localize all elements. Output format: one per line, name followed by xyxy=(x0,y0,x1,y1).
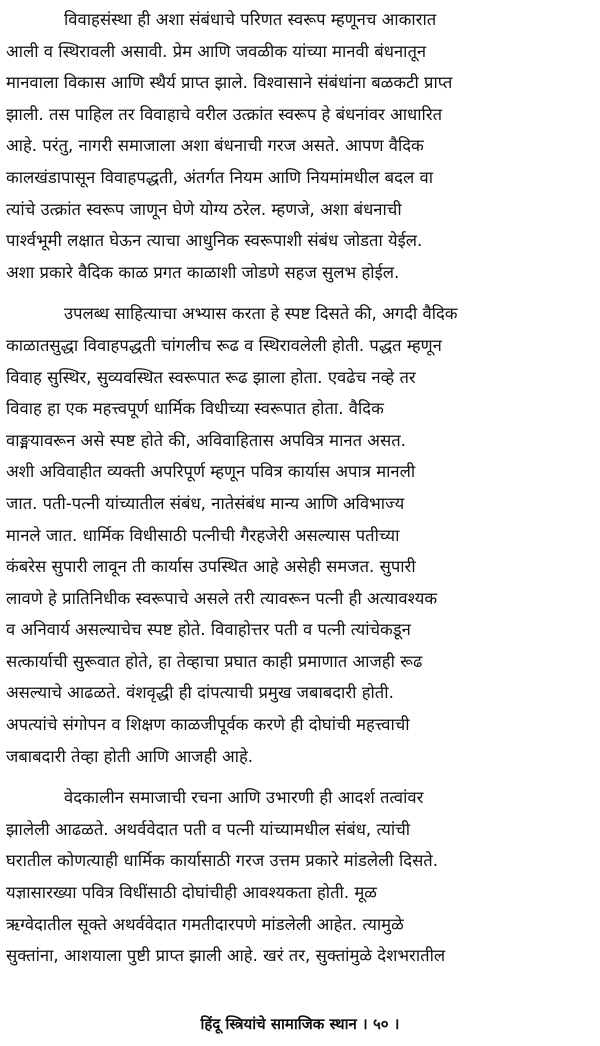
text-line: उपलब्ध साहित्याचा अभ्यास करता हे स्पष्ट दिसते की, अगदी वैदिक xyxy=(64,304,458,324)
text-line: विवाह सुस्थिर, सुव्यवस्थित स्वरूपात रूढ झाला होता. एवढेच नव्हे तर xyxy=(6,367,416,387)
text-line: सत्कार्याची सुरूवात होते, हा तेव्हाचा प्रघात काही प्रमाणात आजही रूढ xyxy=(6,651,423,671)
text-line: यज्ञासारख्या पवित्र विधींसाठी दोघांचीही आवश्यकता होती. मूळ xyxy=(6,883,377,903)
text-line: सुक्तांना, आशयाला पुष्टी प्राप्त झाली आहे. खरं तर, सुक्तांमुळे देशभरातील xyxy=(6,946,446,966)
text-line: घरातील कोणत्याही धार्मिक कार्यासाठी गरज उत्तम प्रकारे मांडलेली दिसते. xyxy=(6,851,439,871)
text-line: विवाहसंस्था ही अशा संबंधाचे परिणत स्वरूप म्हणूनच आकारात xyxy=(64,10,437,29)
page-body xyxy=(6,4,594,972)
text-line: झाली. तस पाहिल तर विवाहाचे वरील उत्क्रांत स्वरूप हे बंधनांवर आधारित xyxy=(6,104,443,124)
text-line: जात. पती-पत्नी यांच्यातील संबंध, नातेसंबंध मान्य आणि अविभाज्य xyxy=(6,493,405,513)
text-line: वाङ्मयावरून असे स्पष्ट होते की, अविवाहितास अपवित्र मानत असत. xyxy=(6,430,406,450)
text-line: मानले जात. धार्मिक विधीसाठी पत्नीची गैरहजेरी असल्यास पतीच्या xyxy=(6,525,400,545)
paragraph-1 xyxy=(6,4,594,288)
text-line: अपत्यांचे संगोपन व शिक्षण काळजीपूर्वक करणे ही दोघांची महत्त्वाची xyxy=(6,715,410,735)
paragraph-3 xyxy=(6,782,594,972)
text-line: मानवाला विकास आणि स्थैर्य प्राप्त झाले. विश्वासाने संबंधांना बळकटी प्राप्त xyxy=(6,73,453,93)
text-line: काळातसुद्धा विवाहपद्धती चांगलीच रूढ व स्थिरावलेली होती. पद्धत म्हणून xyxy=(6,335,442,355)
paragraph-2 xyxy=(6,298,594,772)
text-line: पार्श्वभूमी लक्षात घेऊन त्याचा आधुनिक स्वरूपाशी संबंध जोडता येईल. xyxy=(6,231,423,251)
text-line: असल्याचे आढळते. वंशवृद्धी ही दांपत्याची प्रमुख जबाबदारी होती. xyxy=(6,683,394,703)
text-line: विवाह हा एक महत्त्वपूर्ण धार्मिक विधीच्या स्वरूपात होता. वैदिक xyxy=(6,399,384,419)
page-footer: हिंदू स्त्रियांचे सामाजिक स्थान । ५० । xyxy=(200,1015,400,1033)
text-line: जबाबदारी तेव्हा होती आणि आजही आहे. xyxy=(6,746,254,766)
text-line: कालखंडापासून विवाहपद्धती, अंतर्गत नियम आणि नियमांमधील बदल वा xyxy=(6,167,434,187)
text-line: आली व स्थिरावली असावी. प्रेम आणि जवळीक यांच्या मानवी बंधनातून xyxy=(6,41,427,61)
text-line: त्यांचे उत्क्रांत स्वरूप जाणून घेणे योग्य ठरेल. म्हणजे, अशा बंधनाची xyxy=(6,199,402,219)
text-line: कंबरेस सुपारी लावून ती कार्यास उपस्थित आहे असेही समजत. सुपारी xyxy=(6,557,416,577)
text-line: व अनिवार्य असल्याचेच स्पष्ट होते. विवाहोत्तर पती व पत्नी त्यांचेकडून xyxy=(6,620,411,640)
text-line: ऋग्वेदातील सूक्ते अथर्ववेदात गमतीदारपणे मांडलेली आहेत. त्यामुळे xyxy=(6,914,404,934)
text-line: झालेली आढळते. अथर्ववेदात पती व पत्नी यांच्यामधील संबंध, त्यांची xyxy=(6,819,411,839)
text-line: लावणे हे प्रातिनिधीक स्वरूपाचे असले तरी त्यावरून पत्नी ही अत्यावश्यक xyxy=(6,588,438,608)
text-line: वेदकालीन समाजाची रचना आणि उभारणी ही आदर्श तत्वांवर xyxy=(64,788,424,808)
text-line: अशी अविवाहीत व्यक्ती अपरिपूर्ण म्हणून पवित्र कार्यास अपात्र मानली xyxy=(6,462,416,482)
text-line: अशा प्रकारे वैदिक काळ प्रगत काळाशी जोडणे सहज सुलभ होईल. xyxy=(6,262,400,282)
text-line: आहे. परंतु, नागरी समाजाला अशा बंधनाची गरज असते. आपण वैदिक xyxy=(6,136,424,156)
